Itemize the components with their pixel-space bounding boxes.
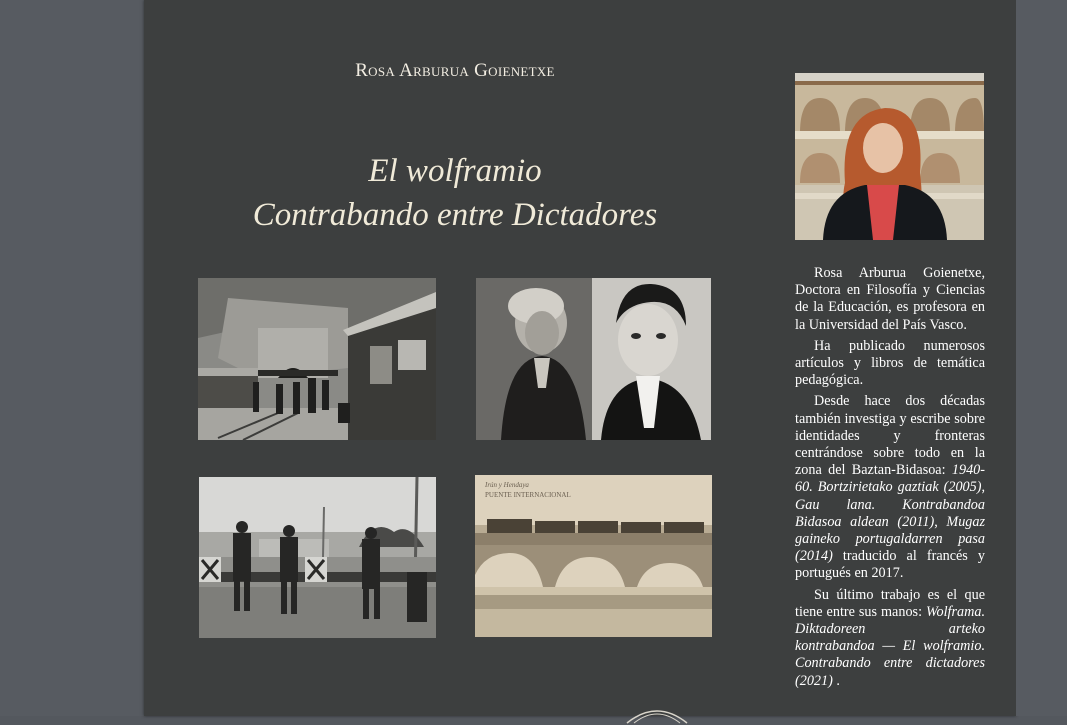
publisher-seal-icon	[624, 705, 690, 725]
postcard-caption-line2: PUENTE INTERNACIONAL	[485, 491, 571, 499]
bio-p3-separator: ,	[981, 479, 985, 496]
bio-paragraph-2: Ha publicado numerosos artículos y libros de temática pedagógica.	[795, 337, 985, 389]
book-title-line2: Contrabando entre Dictadores	[252, 197, 658, 233]
photo-postcard-bridge	[475, 475, 712, 637]
bio-p3-separator: ,	[934, 513, 947, 530]
bio-p4-text-end: .	[832, 672, 840, 689]
bio-p3-text-end: traducido al francés y portugués en 2017.	[795, 548, 985, 582]
bio-p4-text: Su último trabajo es el que tiene entre sus manos:	[795, 586, 985, 620]
bio-work-mugaz-gaineko: Mugaz gaineko portugaldarren pasa (2014)	[795, 513, 986, 565]
right-margin	[1016, 0, 1067, 716]
bio-work-wolframa: Wolframa. Diktadoreen arteko kontrabandoa — El wolframio. Contrabando entre dictadores (2021)	[795, 603, 985, 689]
bio-work-gau-lana: Gau lana. Kontrabandoa Bidasoa aldean (2011)	[795, 496, 985, 530]
bio-p3-text: Desde hace dos décadas también investiga y escribe sobre identidades y fronteras centrándose sobre todo en la zona del Baztan-Bidasoa:	[795, 393, 985, 479]
photo-portraits	[476, 278, 711, 440]
author-biography	[795, 265, 985, 694]
author-photo	[795, 73, 984, 240]
book-back-cover	[144, 0, 1016, 716]
left-margin	[0, 0, 144, 716]
bio-paragraph-3	[795, 393, 985, 582]
author-name: Rosa Arburua Goienetxe	[355, 60, 555, 81]
book-title-line1: El wolframio	[368, 153, 542, 189]
bio-paragraph-4	[795, 587, 985, 690]
bio-work-bortzirietako: 1940-60. Bortzirietako gaztiak (2005)	[795, 462, 985, 496]
postcard-caption-line1: Irún y Hendaya	[485, 481, 529, 489]
photo-border-guards	[199, 477, 436, 638]
bio-paragraph-1: Rosa Arburua Goienetxe, Doctora en Filosofía y Ciencias de la Educación, es profesora en la Universidad del País Vasco.	[795, 265, 985, 333]
photo-mine-entrance	[198, 278, 436, 440]
